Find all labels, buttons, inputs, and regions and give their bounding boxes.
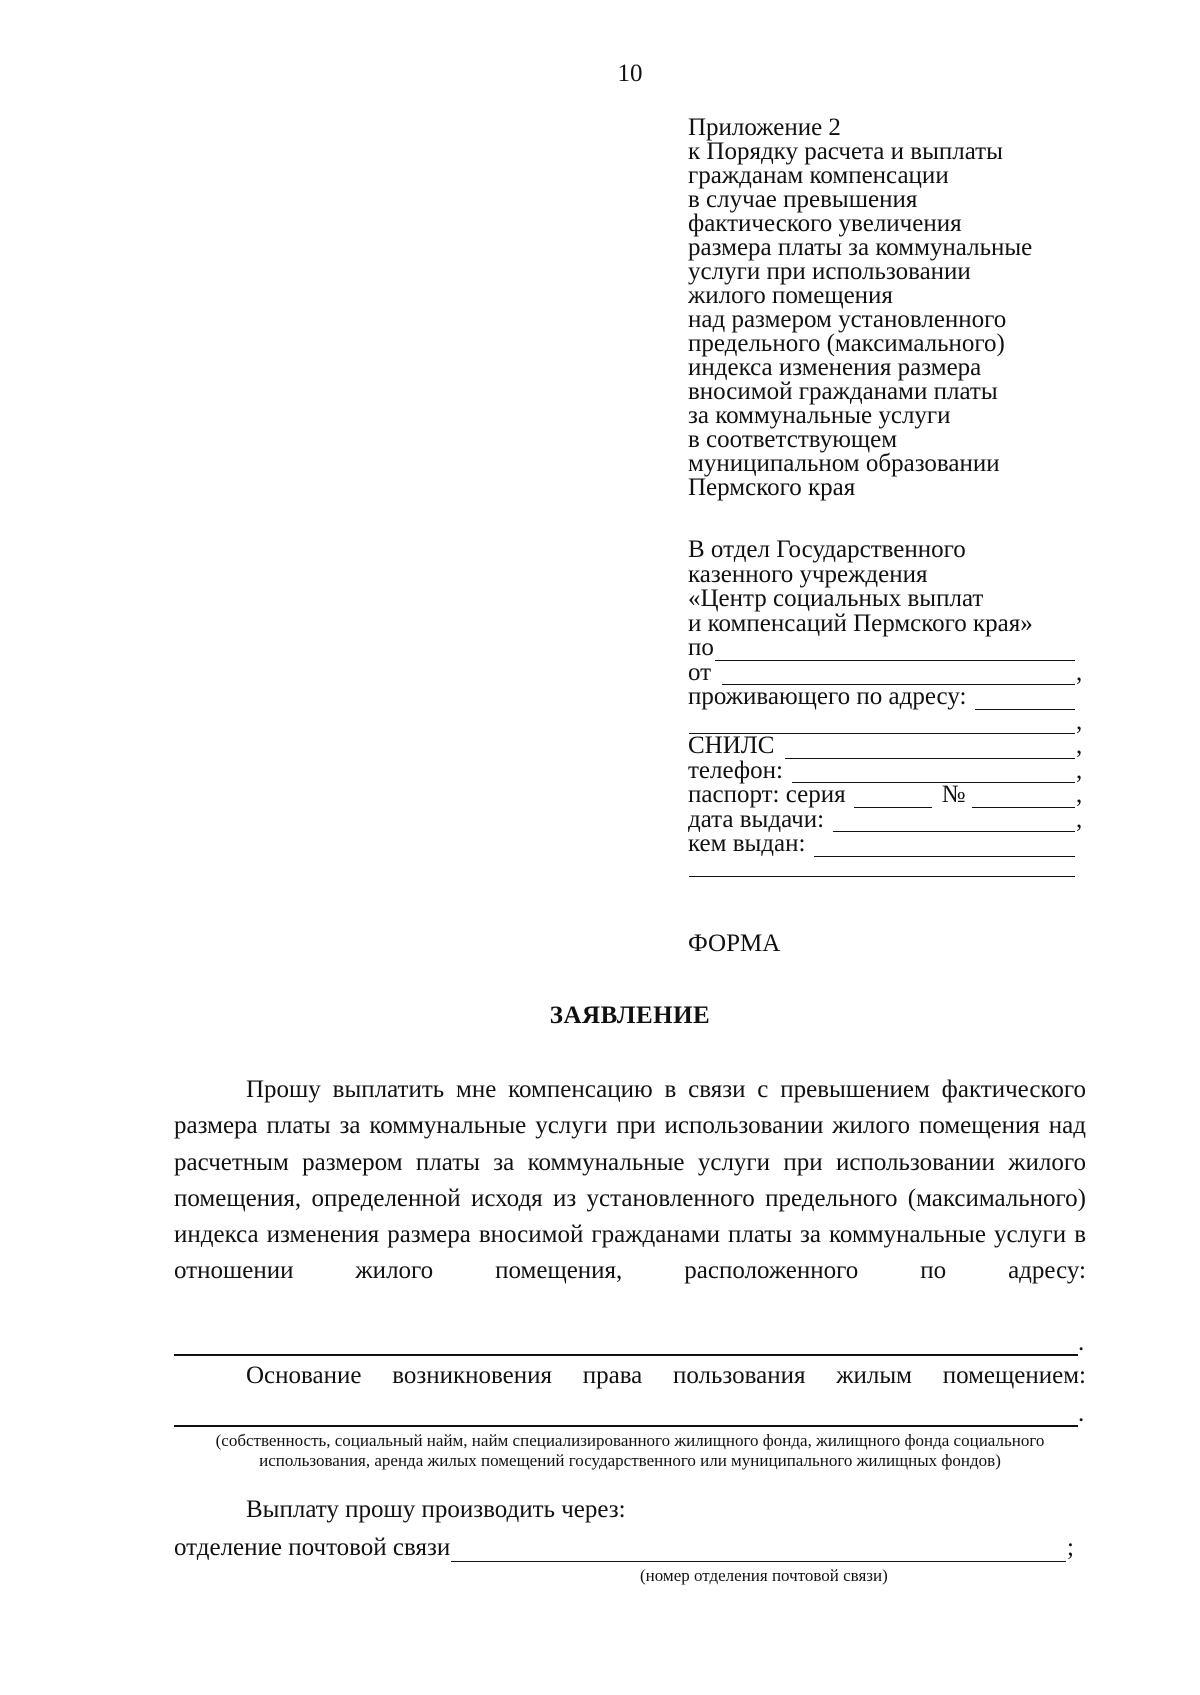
appendix-line: вносимой гражданами платы: [688, 378, 998, 405]
appendix-line: муниципальном образовании: [688, 450, 1000, 477]
basis-note: (собственность, социальный найм, найм специализированного жилищного фонда, жилищного фонда социального использования, аренда жилых помещений государственного или муниципального жилищных фондов): [215, 1431, 1045, 1470]
payment-via-text: Выплату прошу производить через:: [246, 1496, 626, 1523]
addressee-line: «Центр социальных выплат: [688, 585, 984, 612]
comma: ,: [1076, 707, 1083, 735]
address-label: проживающего по адресу:: [688, 683, 967, 710]
issued-by-continuation-field: [688, 857, 1088, 877]
comma: ,: [1076, 732, 1083, 759]
appendix-line: Приложение 2: [688, 114, 841, 141]
page-number: 10: [617, 60, 643, 87]
appendix-line: в случае превышения: [688, 186, 918, 213]
comma: ,: [1076, 658, 1083, 686]
comma: ,: [1076, 805, 1083, 833]
department-blank[interactable]: [715, 641, 1075, 661]
post-office-note: (номер отделения почтовой связи): [640, 1566, 888, 1585]
issued-by-continuation-blank[interactable]: [689, 857, 1075, 877]
property-address-blank[interactable]: [174, 1354, 1078, 1356]
snils-label: СНИЛС: [688, 732, 775, 759]
post-office-blank[interactable]: [451, 1539, 1066, 1562]
post-office-label: отделение почтовой связи: [174, 1534, 451, 1561]
applicant-field: [688, 658, 1088, 686]
phone-blank[interactable]: [792, 763, 1075, 783]
snils-blank[interactable]: [785, 739, 1075, 759]
basis-text: Основание возникновения права пользования жилым помещением:: [246, 1362, 1086, 1389]
po-label: по: [688, 634, 714, 661]
post-office-field: [174, 1534, 1074, 1562]
appendix-header: [688, 116, 1108, 500]
appendix-line: фактического увеличения: [688, 210, 962, 237]
comma: ,: [1076, 756, 1083, 784]
semicolon: ;: [1067, 1534, 1074, 1561]
request-text: Прошу выплатить мне компенсацию в связи с превышением фактического размера платы за коммунальные услуги при использовании жилого помещения над расчетным размером платы за коммунальные услуги при использовании жилого помещения, определенной исходя из установленного предельного (максимального) индекса изменения размера вносимой гражданами платы за коммунальные услуги в отношении жилого помещения, расположенного по адресу:: [174, 1076, 1086, 1285]
request-paragraph: [174, 1072, 1086, 1290]
issue-date-label: дата выдачи:: [688, 805, 825, 833]
appendix-line: индекса изменения размера: [688, 354, 982, 381]
issued-by-label: кем выдан:: [688, 830, 806, 857]
address-continuation-blank[interactable]: [689, 714, 1075, 734]
appendix-line: гражданам компенсации: [688, 162, 949, 189]
comma: ,: [1076, 781, 1083, 808]
phone-label: телефон:: [688, 756, 783, 784]
ot-label: от: [688, 658, 712, 686]
period: .: [1078, 1329, 1085, 1356]
appendix-line: за коммунальные услуги: [688, 402, 951, 429]
basis-blank[interactable]: [174, 1425, 1078, 1427]
form-label: ФОРМА: [688, 930, 781, 957]
addressee-line: казенного учреждения: [688, 560, 928, 588]
passport-number-blank[interactable]: [972, 788, 1075, 808]
phone-field: [688, 756, 1088, 784]
appendix-line: услуги при использовании: [688, 258, 971, 285]
appendix-line: в соответствующем: [688, 426, 898, 453]
department-field: [688, 636, 1088, 661]
issue-date-blank[interactable]: [833, 812, 1075, 832]
address-continuation-field: [688, 707, 1088, 735]
passport-field: [688, 783, 1088, 808]
applicant-name-blank[interactable]: [722, 665, 1075, 685]
address-field: [688, 685, 1088, 710]
issue-date-field: [688, 805, 1088, 833]
addressee-line: и компенсаций Пермского края»: [688, 609, 1033, 637]
addressee-block: [688, 538, 1088, 877]
passport-label: паспорт: серия: [688, 781, 846, 808]
issued-by-field: [688, 832, 1088, 857]
address-blank[interactable]: [975, 690, 1075, 710]
issued-by-blank[interactable]: [814, 837, 1075, 857]
passport-series-blank[interactable]: [854, 788, 932, 808]
appendix-line: к Порядку расчета и выплаты: [688, 138, 1003, 165]
document-title: ЗАЯВЛЕНИЕ: [549, 1002, 711, 1029]
number-sign: №: [941, 781, 966, 808]
appendix-line: жилого помещения: [688, 282, 893, 309]
appendix-line: над размером установленного: [688, 306, 1007, 333]
appendix-line: предельного (максимального): [688, 330, 1005, 357]
snils-field: [688, 734, 1088, 759]
appendix-line: размера платы за коммунальные: [688, 234, 1033, 261]
period: .: [1078, 1400, 1085, 1427]
addressee-line: В отдел Государственного: [688, 536, 966, 563]
appendix-line: Пермского края: [688, 474, 856, 501]
